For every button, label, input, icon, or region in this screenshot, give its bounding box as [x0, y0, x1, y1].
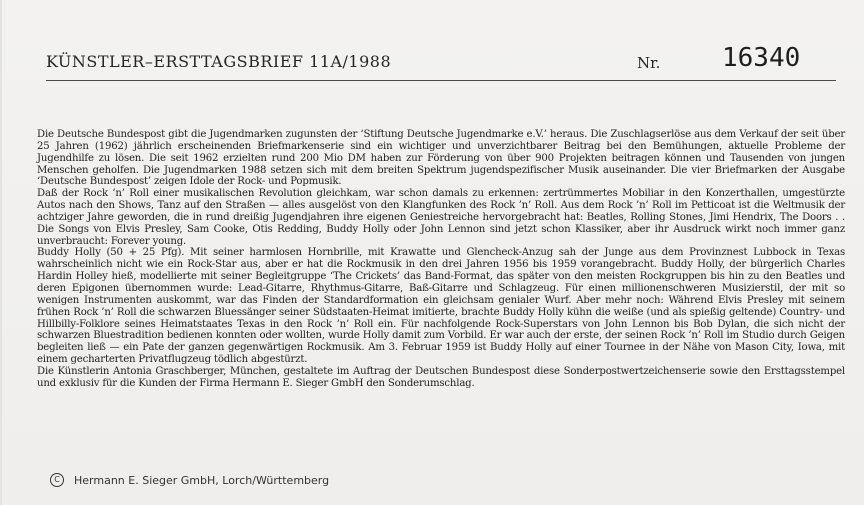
paragraph: Die Künstlerin Antonia Graschberger, München, gestaltete im Auftrag der Deutschen Bundespost diese Sonderpostwertzeichenserie sowie den Ersttagsstempel und exklusiv für die Kunden der Firma Hermann E. Sieger GmbH den Sonderumschlag.	[37, 365, 845, 389]
publisher-line: Hermann E. Sieger GmbH, Lorch/Württemberg	[74, 473, 330, 487]
document-title: KÜNSTLER–ERSTTAGSBRIEF 11A/1988	[46, 52, 392, 71]
number-label: Nr.	[637, 54, 661, 72]
paragraph: Buddy Holly (50 + 25 Pfg). Mit seiner harmlosen Hornbrille, mit Krawatte und Glencheck-Anzug sah der Junge aus dem Provinznest Lubbock in Texas wahrscheinlich nicht wie ein Rock-Star aus, aber er hat die Rockmusik in den drei Jahren 1956 bis 1959 vorangebracht. Buddy Holly, der bürgerlich Charles Hardin Holley hieß, modellierte mit seiner Begleitgruppe ‘The Crickets’ das Band-Format, das später von den meisten Rockgruppen bis hin zu den Beatles und deren Epigonen übernommen wurde: Lead-Gitarre, Rhythmus-Gitarre, Baß-Gitarre und Schlagzeug. Für einen millionenschweren Musizierstil, der mit so wenigen Instrumenten auskommt, war das Finden der Standardformation ein gleichsam genialer Wurf. Aber mehr noch: Während Elvis Presley mit seinem frühen Rock ’n’ Roll die schwarzen Bluessänger seiner Südstaaten-Heimat imitierte, brachte Buddy Holly kühn die weiße (und als spießig geltende) Country- und Hillbilly-Folklore seines Heimatstaates Texas in den Rock ’n’ Roll ein. Für nachfolgende Rock-Superstars von John Lennon bis Bob Dylan, die sich nicht der schwarzen Bluestradition bedienen konnten oder wollten, wurde Holly damit zum Vorbild. Er war auch der erste, der seinen Rock ’n’ Roll im Studio durch Geigen begleiten ließ — ein Pate der ganzen gegenwärtigen Rockmusik. Am 3. Februar 1959 ist Buddy Holly auf einer Tournee in der Nähe von Mason City, Iowa, mit einem gecharterten Privatflugzeug tödlich abgestürzt.	[37, 247, 845, 366]
paragraph: Die Deutsche Bundespost gibt die Jugendmarken zugunsten der ‘Stiftung Deutsche Jugendmarke e.V.’ heraus. Die Zuschlagserlöse aus dem Verkauf der seit über 25 Jahren (1962) jährlich erscheinenden Briefmarkenserie sind ein wichtiger und unverzichtbarer Beitrag bei den Bemühungen, aktuelle Probleme der Jugendhilfe zu lösen. Die seit 1962 erzielten rund 200 Mio DM haben zur Förderung von über 900 Projekten beitragen können und Tausenden von jungen Menschen geholfen. Die Jugendmarken 1988 setzen sich mit dem breiten Spektrum jugendspezifischer Musik auseinander. Die vier Briefmarken der Ausgabe ‘Deutsche Bundespost’ zeigen Idole der Rock- und Popmusik.	[37, 129, 845, 188]
copyright-icon: C	[50, 473, 64, 487]
footer	[50, 471, 329, 489]
header-divider	[46, 80, 836, 81]
body-text	[37, 129, 845, 390]
header	[46, 43, 836, 78]
paragraph: Daß der Rock ’n’ Roll einer musikalischen Revolution gleichkam, war schon damals zu erkennen: zertrümmertes Mobiliar in den Konzerthallen, umgestürzte Autos nach den Shows, Tanz auf den Straßen — alles ausgelöst von den Klangfunken des Rock ’n’ Roll. Aus dem Rock ’n’ Roll im Petticoat ist die Weltmusik der achtziger Jahre geworden, die in rund dreißig Jugendjahren ihre eigenen Geniestreiche hervorgebracht hat: Beatles, Rolling Stones, Jimi Hendrix, The Doors . . Die Songs von Elvis Presley, Sam Cooke, Otis Redding, Buddy Holly oder John Lennon sind jetzt schon Klassiker, aber ihr Ausdruck wirkt noch immer ganz unverbraucht: Forever young.	[37, 188, 845, 247]
serial-number: 16340	[722, 43, 801, 73]
